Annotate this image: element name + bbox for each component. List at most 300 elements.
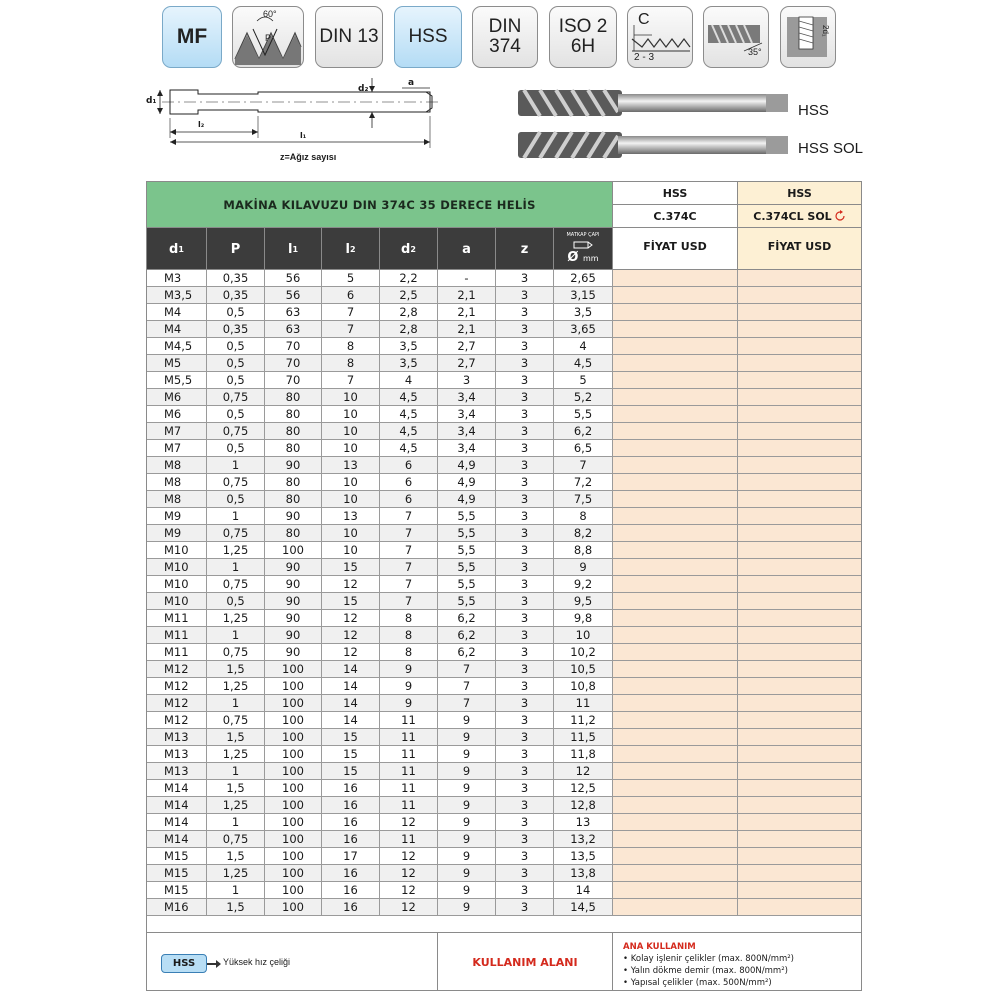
- price-cell-hss: [613, 338, 738, 354]
- cell-d2: 9: [380, 661, 438, 677]
- cell-a: 9: [438, 882, 496, 898]
- cell-l1: 100: [265, 746, 322, 762]
- cell-size: M7: [147, 440, 207, 456]
- cell-a: 6,2: [438, 610, 496, 626]
- cell-drill: 3,15: [554, 287, 613, 303]
- price-cell-hss-sol: [738, 661, 861, 677]
- cell-l2: 16: [322, 780, 380, 796]
- cell-pitch: 1: [207, 508, 265, 524]
- header-drill-top: MATKAP ÇAPI: [566, 232, 600, 238]
- cell-size: M6: [147, 389, 207, 405]
- cell-pitch: 0,5: [207, 372, 265, 388]
- cell-drill: 13,5: [554, 848, 613, 864]
- cell-l2: 16: [322, 797, 380, 813]
- cell-l1: 56: [265, 287, 322, 303]
- cell-z: 3: [496, 338, 554, 354]
- price-cell-hss: [613, 304, 738, 320]
- cell-a: 9: [438, 899, 496, 915]
- cell-size: M5: [147, 355, 207, 371]
- header-a: a: [438, 228, 496, 270]
- cell-a: 7: [438, 678, 496, 694]
- cell-a: 7: [438, 695, 496, 711]
- cell-l2: 10: [322, 525, 380, 541]
- badge-helix: [703, 6, 769, 68]
- cell-drill: 12: [554, 763, 613, 779]
- main-usage-cell: [613, 933, 861, 991]
- cell-l2: 10: [322, 423, 380, 439]
- cell-drill: 6,5: [554, 440, 613, 456]
- table-row: [147, 610, 861, 627]
- table-row: [147, 729, 861, 746]
- cell-size: M15: [147, 882, 207, 898]
- cell-a: 9: [438, 729, 496, 745]
- cell-pitch: 0,5: [207, 304, 265, 320]
- cell-l2: 14: [322, 661, 380, 677]
- price-cell-hss-sol: [738, 814, 861, 830]
- price-cell-hss-sol: [738, 474, 861, 490]
- cell-l2: 10: [322, 440, 380, 456]
- tool-images: [518, 86, 798, 168]
- price-cell-hss: [613, 797, 738, 813]
- price-cell-hss: [613, 542, 738, 558]
- cell-pitch: 0,5: [207, 491, 265, 507]
- cell-pitch: 1,5: [207, 780, 265, 796]
- cell-z: 3: [496, 848, 554, 864]
- cell-a: 2,1: [438, 321, 496, 337]
- cell-d2: 4,5: [380, 406, 438, 422]
- table-row: [147, 627, 861, 644]
- cell-l2: 5: [322, 270, 380, 286]
- cell-z: 3: [496, 559, 554, 575]
- cell-l2: 10: [322, 491, 380, 507]
- cell-d2: 12: [380, 814, 438, 830]
- price-cell-hss-sol: [738, 304, 861, 320]
- table-row: [147, 882, 861, 899]
- cell-a: 4,9: [438, 491, 496, 507]
- cell-d2: 9: [380, 678, 438, 694]
- cell-l1: 80: [265, 406, 322, 422]
- cell-l2: 15: [322, 729, 380, 745]
- price-cell-hss: [613, 457, 738, 473]
- cell-a: 5,5: [438, 559, 496, 575]
- cell-pitch: 1,25: [207, 610, 265, 626]
- price-cell-hss-sol: [738, 321, 861, 337]
- cell-size: M3,5: [147, 287, 207, 303]
- cell-l2: 12: [322, 576, 380, 592]
- cell-pitch: 0,5: [207, 593, 265, 609]
- price-cell-hss-sol: [738, 525, 861, 541]
- cell-l1: 70: [265, 338, 322, 354]
- cell-size: M6: [147, 406, 207, 422]
- table-row: [147, 780, 861, 797]
- cell-pitch: 0,5: [207, 406, 265, 422]
- cell-d2: 7: [380, 576, 438, 592]
- cell-l2: 16: [322, 814, 380, 830]
- price-cell-hss: [613, 559, 738, 575]
- cell-drill: 11,8: [554, 746, 613, 762]
- price-cell-hss-sol: [738, 406, 861, 422]
- price-cell-hss: [613, 848, 738, 864]
- cell-a: 9: [438, 814, 496, 830]
- cell-z: 3: [496, 270, 554, 286]
- cell-d2: 7: [380, 542, 438, 558]
- cell-l2: 6: [322, 287, 380, 303]
- cell-pitch: 1: [207, 627, 265, 643]
- cell-d2: 6: [380, 491, 438, 507]
- cell-size: M9: [147, 508, 207, 524]
- cell-l2: 17: [322, 848, 380, 864]
- cell-l2: 16: [322, 899, 380, 915]
- price-cell-hss: [613, 661, 738, 677]
- tool-label-hss-sol: HSS SOL: [798, 140, 864, 157]
- helix-angle-label: 35°: [748, 47, 762, 57]
- price-cell-hss-sol: [738, 593, 861, 609]
- cell-l1: 80: [265, 389, 322, 405]
- cell-a: 9: [438, 831, 496, 847]
- cell-drill: 7,2: [554, 474, 613, 490]
- table-row: [147, 304, 861, 321]
- cell-a: 6,2: [438, 627, 496, 643]
- cell-a: 9: [438, 848, 496, 864]
- cell-pitch: 0,35: [207, 287, 265, 303]
- cell-size: M13: [147, 763, 207, 779]
- cell-pitch: 1,25: [207, 678, 265, 694]
- thread-pitch-label: P: [265, 33, 272, 43]
- cell-size: M5,5: [147, 372, 207, 388]
- cell-drill: 8: [554, 508, 613, 524]
- cell-pitch: 0,75: [207, 423, 265, 439]
- price-cell-hss: [613, 746, 738, 762]
- cell-l1: 63: [265, 304, 322, 320]
- cell-pitch: 0,75: [207, 712, 265, 728]
- table-row: [147, 644, 861, 661]
- cell-l2: 15: [322, 763, 380, 779]
- table-row: [147, 525, 861, 542]
- badge-mf-label: MF: [176, 25, 208, 48]
- header-l1: [265, 228, 322, 270]
- cell-drill: 5,5: [554, 406, 613, 422]
- cell-a: 2,1: [438, 304, 496, 320]
- cell-z: 3: [496, 627, 554, 643]
- cell-d2: 4,5: [380, 440, 438, 456]
- drawing-d1-label: d₁: [146, 96, 157, 106]
- table-row: [147, 712, 861, 729]
- cell-pitch: 1: [207, 814, 265, 830]
- badge-din13: [315, 6, 383, 68]
- cell-l1: 100: [265, 780, 322, 796]
- table-row: [147, 661, 861, 678]
- cell-pitch: 1: [207, 882, 265, 898]
- cell-d2: 12: [380, 882, 438, 898]
- cell-l1: 80: [265, 423, 322, 439]
- cell-z: 3: [496, 814, 554, 830]
- cell-l1: 56: [265, 270, 322, 286]
- table-row: [147, 287, 861, 304]
- cell-pitch: 0,75: [207, 474, 265, 490]
- cell-size: M4,5: [147, 338, 207, 354]
- cell-d2: 11: [380, 797, 438, 813]
- cell-z: 3: [496, 865, 554, 881]
- usage-area-label: KULLANIM ALANI: [438, 933, 613, 991]
- cell-size: M13: [147, 729, 207, 745]
- cell-l1: 90: [265, 644, 322, 660]
- cell-drill: 10,5: [554, 661, 613, 677]
- cell-a: 4,9: [438, 474, 496, 490]
- cell-l1: 100: [265, 763, 322, 779]
- table-row: [147, 440, 861, 457]
- cell-l1: 80: [265, 525, 322, 541]
- cell-z: 3: [496, 389, 554, 405]
- cell-z: 3: [496, 746, 554, 762]
- cell-l2: 7: [322, 372, 380, 388]
- table-row: [147, 831, 861, 848]
- cell-l2: 13: [322, 457, 380, 473]
- price-cell-hss: [613, 712, 738, 728]
- cell-l2: 14: [322, 695, 380, 711]
- cell-z: 3: [496, 525, 554, 541]
- price-cell-hss: [613, 389, 738, 405]
- cell-d2: 4,5: [380, 423, 438, 439]
- price-cell-hss: [613, 355, 738, 371]
- drawing-d2-label: d₂: [358, 84, 369, 94]
- cell-l1: 80: [265, 491, 322, 507]
- cell-z: 3: [496, 355, 554, 371]
- cell-size: M15: [147, 865, 207, 881]
- price-cell-hss-sol: [738, 287, 861, 303]
- usage-item: • Yalın dökme demir (max. 800N/mm²): [623, 966, 788, 976]
- header-l2-text: l: [345, 241, 350, 257]
- cell-drill: 8,2: [554, 525, 613, 541]
- cell-pitch: 0,5: [207, 440, 265, 456]
- cell-l1: 90: [265, 457, 322, 473]
- cell-size: M13: [147, 746, 207, 762]
- cell-drill: 11,5: [554, 729, 613, 745]
- header-d1-text: d: [169, 241, 179, 257]
- price-cell-hss-sol: [738, 712, 861, 728]
- spiral-flute-icon: [704, 7, 768, 67]
- price2-material: HSS: [738, 182, 861, 205]
- cell-z: 3: [496, 610, 554, 626]
- cell-drill: 2,65: [554, 270, 613, 286]
- cell-l2: 12: [322, 610, 380, 626]
- cell-pitch: 0,75: [207, 576, 265, 592]
- cell-drill: 9: [554, 559, 613, 575]
- price-cell-hss: [613, 865, 738, 881]
- cell-a: 5,5: [438, 593, 496, 609]
- badge-hss-label: HSS: [408, 26, 448, 47]
- price-cell-hss-sol: [738, 389, 861, 405]
- table-row: [147, 576, 861, 593]
- cell-d2: 7: [380, 525, 438, 541]
- drill-bit-icon: [573, 240, 593, 250]
- cell-l2: 10: [322, 389, 380, 405]
- cell-l1: 90: [265, 593, 322, 609]
- price1-code: C.374C: [613, 205, 737, 228]
- cell-a: 2,7: [438, 355, 496, 371]
- cell-pitch: 0,5: [207, 355, 265, 371]
- cell-size: M8: [147, 457, 207, 473]
- header-drill-symbol: Ø: [567, 249, 579, 265]
- table-row: [147, 321, 861, 338]
- cell-d2: 2,5: [380, 287, 438, 303]
- cell-drill: 3,65: [554, 321, 613, 337]
- cell-l2: 14: [322, 712, 380, 728]
- cell-drill: 14,5: [554, 899, 613, 915]
- price-cell-hss-sol: [738, 780, 861, 796]
- cell-drill: 9,8: [554, 610, 613, 626]
- badge-din13-label: DIN 13: [319, 26, 379, 47]
- price-cell-hss-sol: [738, 423, 861, 439]
- blind-hole-icon: [781, 7, 835, 67]
- table-row: [147, 593, 861, 610]
- cell-drill: 3,5: [554, 304, 613, 320]
- price-cell-hss-sol: [738, 508, 861, 524]
- price-cell-hss-sol: [738, 763, 861, 779]
- usage-item: • Kolay işlenir çelikler (max. 800N/mm²): [623, 954, 795, 964]
- cell-l1: 100: [265, 695, 322, 711]
- price-cell-hss-sol: [738, 338, 861, 354]
- cell-d2: 8: [380, 610, 438, 626]
- price-cell-hss: [613, 831, 738, 847]
- cell-a: 9: [438, 763, 496, 779]
- cell-drill: 13,8: [554, 865, 613, 881]
- cell-size: M8: [147, 474, 207, 490]
- price-cell-hss-sol: [738, 865, 861, 881]
- cell-z: 3: [496, 440, 554, 456]
- tap-spec-table: [146, 181, 862, 991]
- price-cell-hss-sol: [738, 729, 861, 745]
- cell-drill: 4: [554, 338, 613, 354]
- tap-dimension-drawing: [140, 76, 440, 168]
- cell-a: 3,4: [438, 406, 496, 422]
- cell-a: 5,5: [438, 508, 496, 524]
- cell-l1: 90: [265, 576, 322, 592]
- cell-size: M14: [147, 814, 207, 830]
- price1-label: FİYAT USD: [643, 240, 707, 253]
- cell-z: 3: [496, 729, 554, 745]
- cell-d2: 7: [380, 559, 438, 575]
- cell-pitch: 1: [207, 695, 265, 711]
- cell-size: M12: [147, 695, 207, 711]
- cell-drill: 7: [554, 457, 613, 473]
- cell-z: 3: [496, 542, 554, 558]
- price-cell-hss: [613, 270, 738, 286]
- legend-arrow-icon: [207, 963, 219, 965]
- cell-d2: 2,2: [380, 270, 438, 286]
- price-cell-hss: [613, 372, 738, 388]
- cell-size: M7: [147, 423, 207, 439]
- price-cell-hss-sol: [738, 695, 861, 711]
- table-row: [147, 678, 861, 695]
- table-row: [147, 491, 861, 508]
- cell-z: 3: [496, 831, 554, 847]
- cell-size: M10: [147, 593, 207, 609]
- legend-cell: [147, 933, 438, 991]
- cell-a: 9: [438, 712, 496, 728]
- cell-drill: 4,5: [554, 355, 613, 371]
- cell-d2: 9: [380, 695, 438, 711]
- cell-a: 4,9: [438, 457, 496, 473]
- cell-drill: 9,5: [554, 593, 613, 609]
- cell-z: 3: [496, 457, 554, 473]
- cell-a: 6,2: [438, 644, 496, 660]
- badge-din374: [472, 6, 538, 68]
- price2-label: FİYAT USD: [767, 240, 832, 253]
- cell-d2: 12: [380, 848, 438, 864]
- depth-label: 2d₁: [821, 25, 830, 37]
- cell-pitch: 0,5: [207, 338, 265, 354]
- cell-d2: 8: [380, 627, 438, 643]
- cell-d2: 6: [380, 457, 438, 473]
- cell-z: 3: [496, 678, 554, 694]
- cell-l2: 10: [322, 542, 380, 558]
- price-cell-hss: [613, 780, 738, 796]
- badge-mf: [162, 6, 222, 68]
- price-cell-hss: [613, 899, 738, 915]
- cell-l2: 7: [322, 304, 380, 320]
- cell-pitch: 1: [207, 763, 265, 779]
- cell-l1: 100: [265, 882, 322, 898]
- table-row: [147, 899, 861, 916]
- price1-material: HSS: [613, 182, 737, 205]
- cell-z: 3: [496, 287, 554, 303]
- legend-hss-text: Yüksek hız çeliği: [223, 957, 291, 967]
- cell-z: 3: [496, 763, 554, 779]
- cell-size: M16: [147, 899, 207, 915]
- table-row: [147, 270, 861, 287]
- cell-a: 3,4: [438, 423, 496, 439]
- badge-din374-top: DIN: [488, 16, 522, 37]
- cell-z: 3: [496, 661, 554, 677]
- cell-size: M10: [147, 576, 207, 592]
- cell-d2: 11: [380, 746, 438, 762]
- cell-l1: 100: [265, 678, 322, 694]
- price-cell-hss: [613, 627, 738, 643]
- cell-d2: 4,5: [380, 389, 438, 405]
- price2-code: C.374CL SOL: [753, 209, 832, 223]
- cell-pitch: 1,5: [207, 661, 265, 677]
- cell-drill: 9,2: [554, 576, 613, 592]
- cell-z: 3: [496, 304, 554, 320]
- table-row: [147, 389, 861, 406]
- table-body: [147, 270, 861, 916]
- price2-code-cell: [738, 205, 861, 228]
- cell-drill: 5: [554, 372, 613, 388]
- price-cell-hss: [613, 576, 738, 592]
- price-cell-hss-sol: [738, 831, 861, 847]
- tool-label-hss: HSS: [798, 102, 829, 119]
- cell-drill: 8,8: [554, 542, 613, 558]
- cell-l1: 90: [265, 610, 322, 626]
- cell-a: 5,5: [438, 542, 496, 558]
- header-l2: [322, 228, 380, 270]
- cell-z: 3: [496, 695, 554, 711]
- price-cell-hss-sol: [738, 797, 861, 813]
- price-cell-hss: [613, 423, 738, 439]
- header-p: P: [207, 228, 265, 270]
- cell-l2: 16: [322, 831, 380, 847]
- cell-drill: 5,2: [554, 389, 613, 405]
- cell-l2: 10: [322, 474, 380, 490]
- table-row: [147, 746, 861, 763]
- cell-z: 3: [496, 474, 554, 490]
- cell-l1: 100: [265, 831, 322, 847]
- cell-z: 3: [496, 882, 554, 898]
- table-row: [147, 423, 861, 440]
- cell-size: M12: [147, 712, 207, 728]
- cell-pitch: 0,75: [207, 525, 265, 541]
- cell-drill: 11,2: [554, 712, 613, 728]
